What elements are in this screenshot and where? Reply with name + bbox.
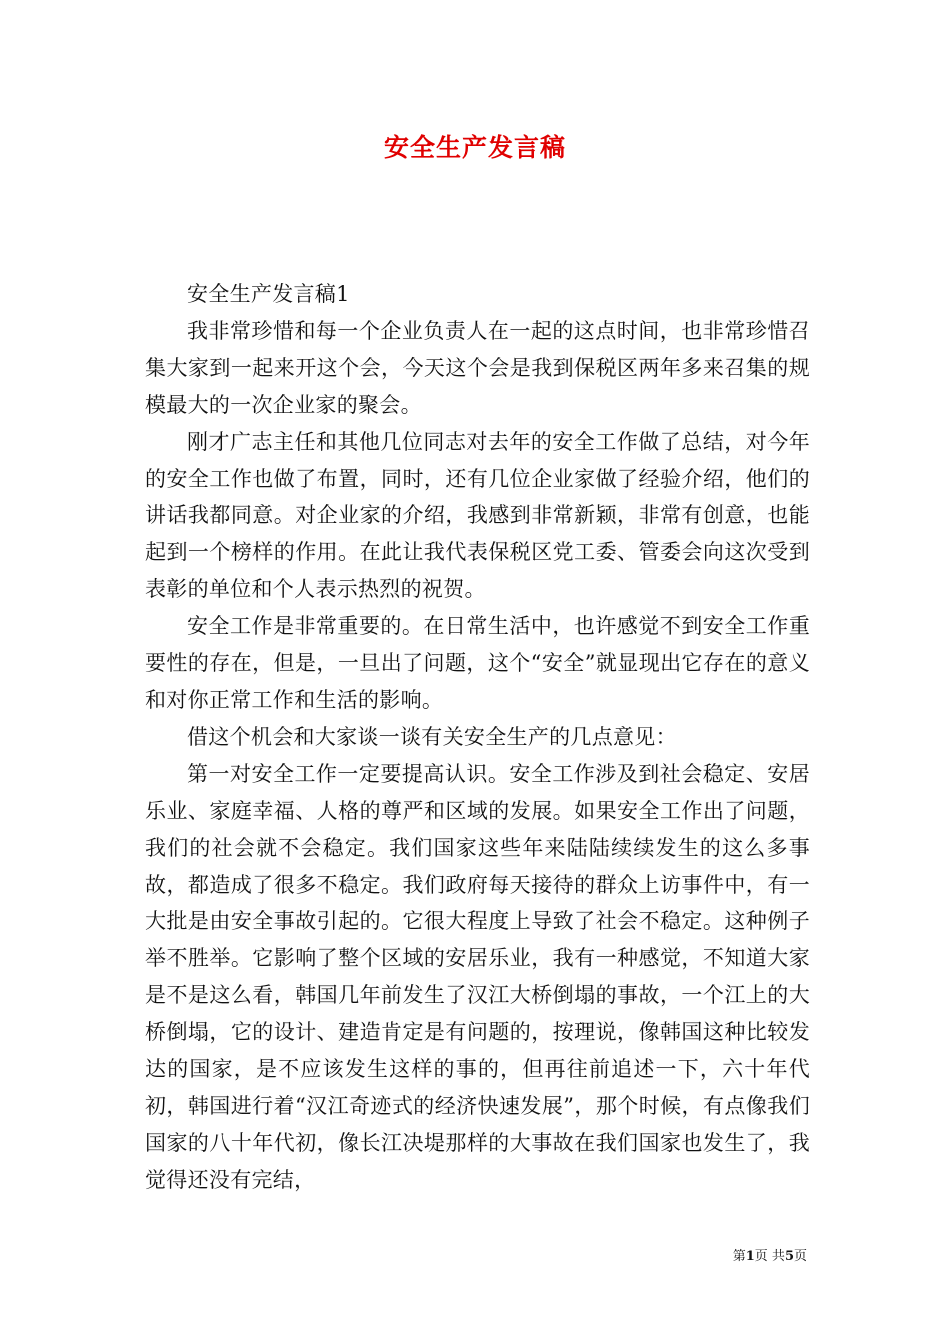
total-pages-number: 5	[784, 1249, 794, 1264]
paragraph: 借这个机会和大家谈一谈有关安全生产的几点意见：	[187, 724, 677, 749]
section-heading: 安全生产发言稿1	[187, 282, 350, 306]
page-footer	[733, 1248, 807, 1266]
footer-suffix: 页	[793, 1249, 807, 1264]
paragraph: 安全工作是非常重要的。在日常生活中，也许感觉不到安全工作重要性的存在，但是，一旦出了问题，这个“安全”就显现出它存在的意义和对你正常工作和生活的影响。	[145, 614, 810, 712]
document-body	[145, 276, 810, 1199]
footer-prefix: 第	[732, 1249, 746, 1264]
current-page-number: 1	[745, 1249, 755, 1264]
paragraph: 刚才广志主任和其他几位同志对去年的安全工作做了总结，对今年的安全工作也做了布置，同时，还有几位企业家做了经验介绍，他们的讲话我都同意。对企业家的介绍，我感到非常新颖，非常有创意，也能起到一个榜样的作用。在此让我代表保税区党工委、管委会向这次受到表彰的单位和个人表示热烈的祝贺。	[145, 429, 810, 602]
footer-middle: 页 共	[754, 1249, 785, 1264]
paragraph: 第一对安全工作一定要提高认识。安全工作涉及到社会稳定、安居乐业、家庭幸福、人格的尊严和区域的发展。如果安全工作出了问题，我们的社会就不会稳定。我们国家这些年来陆陆续续发生的这么多事故，都造成了很多不稳定。我们政府每天接待的群众上访事件中，有一大批是由安全事故引起的。它很大程度上导致了社会不稳定。这种例子举不胜举。它影响了整个区域的安居乐业，我有一种感觉，不知道大家是不是这么看，韩国几年前发生了汉江大桥倒塌的事故，一个江上的大桥倒塌，它的设计、建造肯定是有问题的，按理说，像韩国这种比较发达的国家，是不应该发生这样的事的，但再往前追述一下，六十年代初，韩国进行着“汉江奇迹式的经济快速发展”，那个时候，有点像我们国家的八十年代初，像长江决堤那样的大事故在我们国家也发生了，我觉得还没有完结，	[145, 761, 810, 1192]
document-title: 安全生产发言稿	[383, 133, 566, 162]
paragraph: 我非常珍惜和每一个企业负责人在一起的这点时间，也非常珍惜召集大家到一起来开这个会，今天这个会是我到保税区两年多来召集的规模最大的一次企业家的聚会。	[145, 318, 810, 417]
